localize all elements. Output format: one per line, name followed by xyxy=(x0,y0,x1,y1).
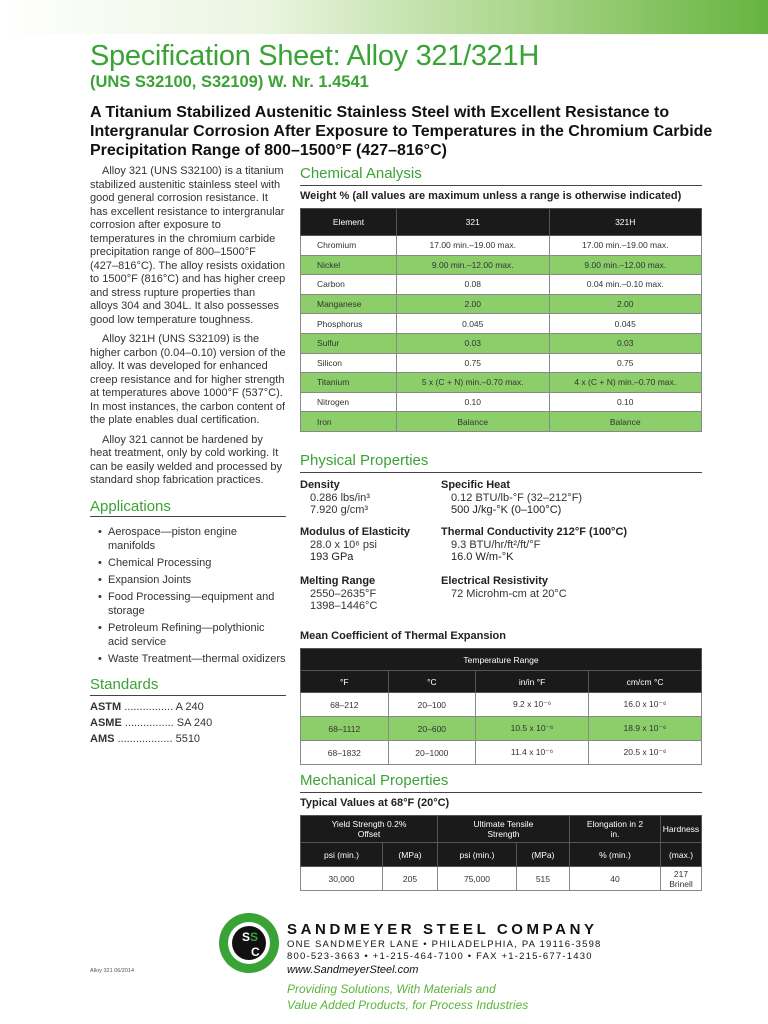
modulus-value: 28.0 x 10⁶ psi xyxy=(310,538,377,551)
standard-value: A 240 xyxy=(175,700,204,713)
chemical-subheading: Weight % (all values are maximum unless a range is otherwise indicated) xyxy=(300,190,682,202)
resistivity-block xyxy=(441,575,567,600)
table-cell: Balance xyxy=(397,412,550,432)
company-tagline xyxy=(287,981,528,1013)
page-subtitle: (UNS S32100, S32109) W. Nr. 1.4541 xyxy=(90,73,369,91)
top-gradient-bar xyxy=(0,0,768,34)
table-cell: 0.03 xyxy=(549,333,702,353)
cte-section xyxy=(300,626,702,765)
table-cell: 11.4 x 10⁻⁶ xyxy=(476,741,589,765)
standard-value: SA 240 xyxy=(176,716,213,729)
leader-dots: ................ xyxy=(121,716,177,729)
company-name: SANDMEYER STEEL COMPANY xyxy=(287,921,598,938)
leader-dots: ................ xyxy=(121,700,176,713)
cte-heading: Mean Coefficient of Thermal Expansion xyxy=(300,630,506,642)
company-address xyxy=(287,939,602,962)
resistivity-value: 72 Microhm-cm at 20°C xyxy=(451,587,567,600)
list-item: • Petroleum Refining—polythionic acid service xyxy=(90,621,286,649)
element-name: Chromium xyxy=(301,236,397,256)
element-name: Nitrogen xyxy=(301,392,397,412)
specific-heat-value: 0.12 BTU/lb-°F (32–212°F) xyxy=(451,491,583,504)
table-row xyxy=(301,353,702,373)
phone-line: 800-523-3663 • +1-215-464-7100 • FAX +1-215-677-1430 xyxy=(287,950,593,962)
density-label: Density xyxy=(300,479,340,491)
element-name: Phosphorus xyxy=(301,314,397,334)
table-header-row xyxy=(301,671,702,693)
element-name: Carbon xyxy=(301,275,397,295)
mechanical-heading: Mechanical Properties xyxy=(300,772,449,789)
element-name: Manganese xyxy=(301,294,397,314)
column-header: cm/cm °C xyxy=(589,671,702,693)
physical-heading: Physical Properties xyxy=(300,452,429,469)
company-logo-icon xyxy=(218,912,280,974)
chemical-table xyxy=(300,208,702,432)
tagline-line: Value Added Products, for Process Industries xyxy=(287,998,529,1012)
table-cell: 0.04 min.–0.10 max. xyxy=(549,275,702,295)
table-cell: 68–212 xyxy=(301,693,389,717)
table-cell: 0.10 xyxy=(549,392,702,412)
column-header: Elongation in 2 in. xyxy=(569,816,660,843)
table-cell: 20–100 xyxy=(388,693,476,717)
specific-heat-block xyxy=(441,479,582,517)
table-cell: 75,000 xyxy=(438,867,517,891)
table-cell: 2.00 xyxy=(549,294,702,314)
table-row xyxy=(301,373,702,393)
applications-list xyxy=(90,525,286,666)
specific-heat-label: Specific Heat xyxy=(441,479,511,491)
thermal-conductivity-label: Thermal Conductivity 212°F (100°C) xyxy=(441,526,628,538)
unit-header: (MPa) xyxy=(516,843,569,867)
standards-heading: Standards xyxy=(90,676,159,693)
table-cell: 0.045 xyxy=(549,314,702,334)
column-header: °C xyxy=(388,671,476,693)
table-row xyxy=(301,392,702,412)
specific-heat-value: 500 J/kg-°K (0–100°C) xyxy=(451,504,562,516)
intro-paragraph-3: Alloy 321 cannot be hardened by heat treatment, only by cold working. It can be easily welded and processed by standard shop fabrication practices. xyxy=(90,433,283,486)
column-header: °F xyxy=(301,671,389,693)
column-header: 321 xyxy=(397,209,550,236)
table-row xyxy=(301,255,702,275)
standard-value: 5510 xyxy=(175,732,201,745)
document-id: Alloy 321 06/2014 xyxy=(90,968,135,974)
table-row xyxy=(301,294,702,314)
table-row xyxy=(301,314,702,334)
table-cell: 205 xyxy=(382,867,437,891)
thermal-conductivity-value: 9.3 BTU/hr/ft²/ft/°F xyxy=(451,538,541,551)
table-row xyxy=(301,693,702,717)
unit-header: (max.) xyxy=(661,843,702,867)
table-cell: 10.5 x 10⁻⁶ xyxy=(476,717,589,741)
cte-table xyxy=(300,648,702,765)
physical-section xyxy=(300,452,702,619)
list-item: • Expansion Joints xyxy=(90,573,286,587)
chemical-heading: Chemical Analysis xyxy=(300,165,422,182)
table-cell: 20–600 xyxy=(388,717,476,741)
divider xyxy=(300,472,702,473)
column-header: Ultimate Tensile Strength xyxy=(438,816,570,843)
standard-org: ASME xyxy=(90,716,122,729)
divider xyxy=(300,185,702,186)
mechanical-section xyxy=(300,772,702,891)
table-cell: Balance xyxy=(549,412,702,432)
unit-header: psi (min.) xyxy=(438,843,517,867)
unit-header: psi (min.) xyxy=(301,843,383,867)
mechanical-table xyxy=(300,815,702,891)
table-cell: 30,000 xyxy=(301,867,383,891)
table-cell: 20.5 x 10⁻⁶ xyxy=(589,741,702,765)
column-header: Yield Strength 0.2% Offset xyxy=(301,816,438,843)
address-line: ONE SANDMEYER LANE • PHILADELPHIA, PA 19116-3598 xyxy=(287,939,602,950)
table-cell: 18.9 x 10⁻⁶ xyxy=(589,717,702,741)
cte-table-body xyxy=(301,693,702,765)
logo-letter: S xyxy=(250,930,259,944)
tagline-line: Providing Solutions, With Materials and xyxy=(287,982,496,996)
element-name: Sulfur xyxy=(301,333,397,353)
unit-header: % (min.) xyxy=(569,843,660,867)
column-group-header: Temperature Range xyxy=(301,649,702,671)
list-item: • Food Processing—equipment and storage xyxy=(90,590,286,618)
page-title: Specification Sheet: Alloy 321/321H xyxy=(90,40,539,72)
physical-properties-grid xyxy=(300,479,702,619)
leader-dots: .................. xyxy=(114,732,176,745)
standard-row xyxy=(90,731,286,747)
intro-paragraph-2: Alloy 321H (UNS S32109) is the higher carbon (0.04–0.10) version of the alloy. It was developed for enhanced creep resistance and for higher strength at temperatures above 1000°F (537°C). In most instances, the carbon content of the plate enables dual certification. xyxy=(90,333,286,426)
table-header-row xyxy=(301,843,702,867)
density-value: 0.286 lbs/in³ xyxy=(310,491,370,504)
column-header: 321H xyxy=(549,209,702,236)
table-row xyxy=(301,275,702,295)
modulus-value: 193 GPa xyxy=(310,551,354,563)
standard-row xyxy=(90,699,286,715)
table-cell: 515 xyxy=(516,867,569,891)
table-cell: 0.08 xyxy=(397,275,550,295)
melting-value: 1398–1446°C xyxy=(310,600,378,612)
website-link[interactable]: www.SandmeyerSteel.com xyxy=(287,964,419,976)
headline: A Titanium Stabilized Austenitic Stainless Steel with Excellent Resistance to Intergranular Corrosion After Exposure to Temperatures in the Chromium Carbide Precipitation Range of 800–1500°F (427–816°C) xyxy=(90,104,713,159)
table-row xyxy=(301,236,702,256)
table-row xyxy=(301,412,702,432)
table-cell: 2.00 xyxy=(397,294,550,314)
table-header-row xyxy=(301,816,702,843)
thermal-conductivity-value: 16.0 W/m-°K xyxy=(451,551,514,563)
chemical-table-body xyxy=(301,236,702,432)
table-row xyxy=(301,717,702,741)
divider xyxy=(90,695,286,696)
divider xyxy=(90,516,286,517)
logo-letter: C xyxy=(251,945,260,959)
table-cell: 17.00 min.–19.00 max. xyxy=(397,236,550,256)
standard-org: AMS xyxy=(90,732,115,745)
column-header: Hardness xyxy=(661,816,702,843)
element-name: Nickel xyxy=(301,255,397,275)
standard-org: ASTM xyxy=(90,700,122,713)
table-row xyxy=(301,867,702,891)
melting-label: Melting Range xyxy=(300,575,376,587)
element-name: Titanium xyxy=(301,373,397,393)
table-header-row xyxy=(301,649,702,671)
list-item: • Aerospace—piston engine manifolds xyxy=(90,525,286,553)
column-header: in/in °F xyxy=(476,671,589,693)
table-row xyxy=(301,333,702,353)
modulus-block xyxy=(300,526,410,564)
table-row xyxy=(301,741,702,765)
melting-block xyxy=(300,575,377,613)
table-header-row xyxy=(301,209,702,236)
intro-paragraph-1: Alloy 321 (UNS S32100) is a titanium stabilized austenitic stainless steel with good general corrosion resistance. It has excellent resistance to intergranular corrosion after exposure to temperatures in the chromium carbide precipitation range of 800–1500°F (427–816°C). The alloy resists oxidation to 1500°F (816°C) and has higher creep and stress rupture properties than alloys 304 and 304L. It also possesses good low temperature toughness. xyxy=(90,165,286,326)
table-cell: 4 x (C + N) min.–0.70 max. xyxy=(549,373,702,393)
table-cell: 17.00 min.–19.00 max. xyxy=(549,236,702,256)
table-cell: 0.75 xyxy=(397,353,550,373)
table-cell: 68–1112 xyxy=(301,717,389,741)
table-cell: 9.2 x 10⁻⁶ xyxy=(476,693,589,717)
modulus-label: Modulus of Elasticity xyxy=(300,526,411,538)
density-value: 7.920 g/cm³ xyxy=(310,504,369,516)
column-header: Element xyxy=(301,209,397,236)
table-cell: 68–1832 xyxy=(301,741,389,765)
element-name: Silicon xyxy=(301,353,397,373)
standard-row xyxy=(90,715,286,731)
mechanical-subheading: Typical Values at 68°F (20°C) xyxy=(300,797,450,809)
table-cell: 0.045 xyxy=(397,314,550,334)
table-cell: 0.10 xyxy=(397,392,550,412)
unit-header: (MPa) xyxy=(382,843,437,867)
table-cell: 40 xyxy=(569,867,660,891)
table-cell: 20–1000 xyxy=(388,741,476,765)
table-cell: 217 Brinell xyxy=(661,867,702,891)
melting-value: 2550–2635°F xyxy=(310,587,377,600)
table-cell: 0.75 xyxy=(549,353,702,373)
table-cell: 9.00 min.–12.00 max. xyxy=(397,255,550,275)
table-cell: 9.00 min.–12.00 max. xyxy=(549,255,702,275)
logo-letter: S xyxy=(242,930,251,944)
resistivity-label: Electrical Resistivity xyxy=(441,575,549,587)
density-block xyxy=(300,479,370,517)
left-column xyxy=(90,165,286,747)
applications-section xyxy=(90,497,286,667)
list-item: • Waste Treatment—thermal oxidizers xyxy=(90,652,286,666)
chemical-section xyxy=(300,165,702,432)
table-cell: 5 x (C + N) min.–0.70 max. xyxy=(397,373,550,393)
thermal-conductivity-block xyxy=(441,526,627,564)
applications-heading: Applications xyxy=(90,497,171,515)
list-item: • Chemical Processing xyxy=(90,556,286,570)
table-cell: 16.0 x 10⁻⁶ xyxy=(589,693,702,717)
element-name: Iron xyxy=(301,412,397,432)
table-cell: 0.03 xyxy=(397,333,550,353)
divider xyxy=(300,792,702,793)
standards-section xyxy=(90,678,286,747)
